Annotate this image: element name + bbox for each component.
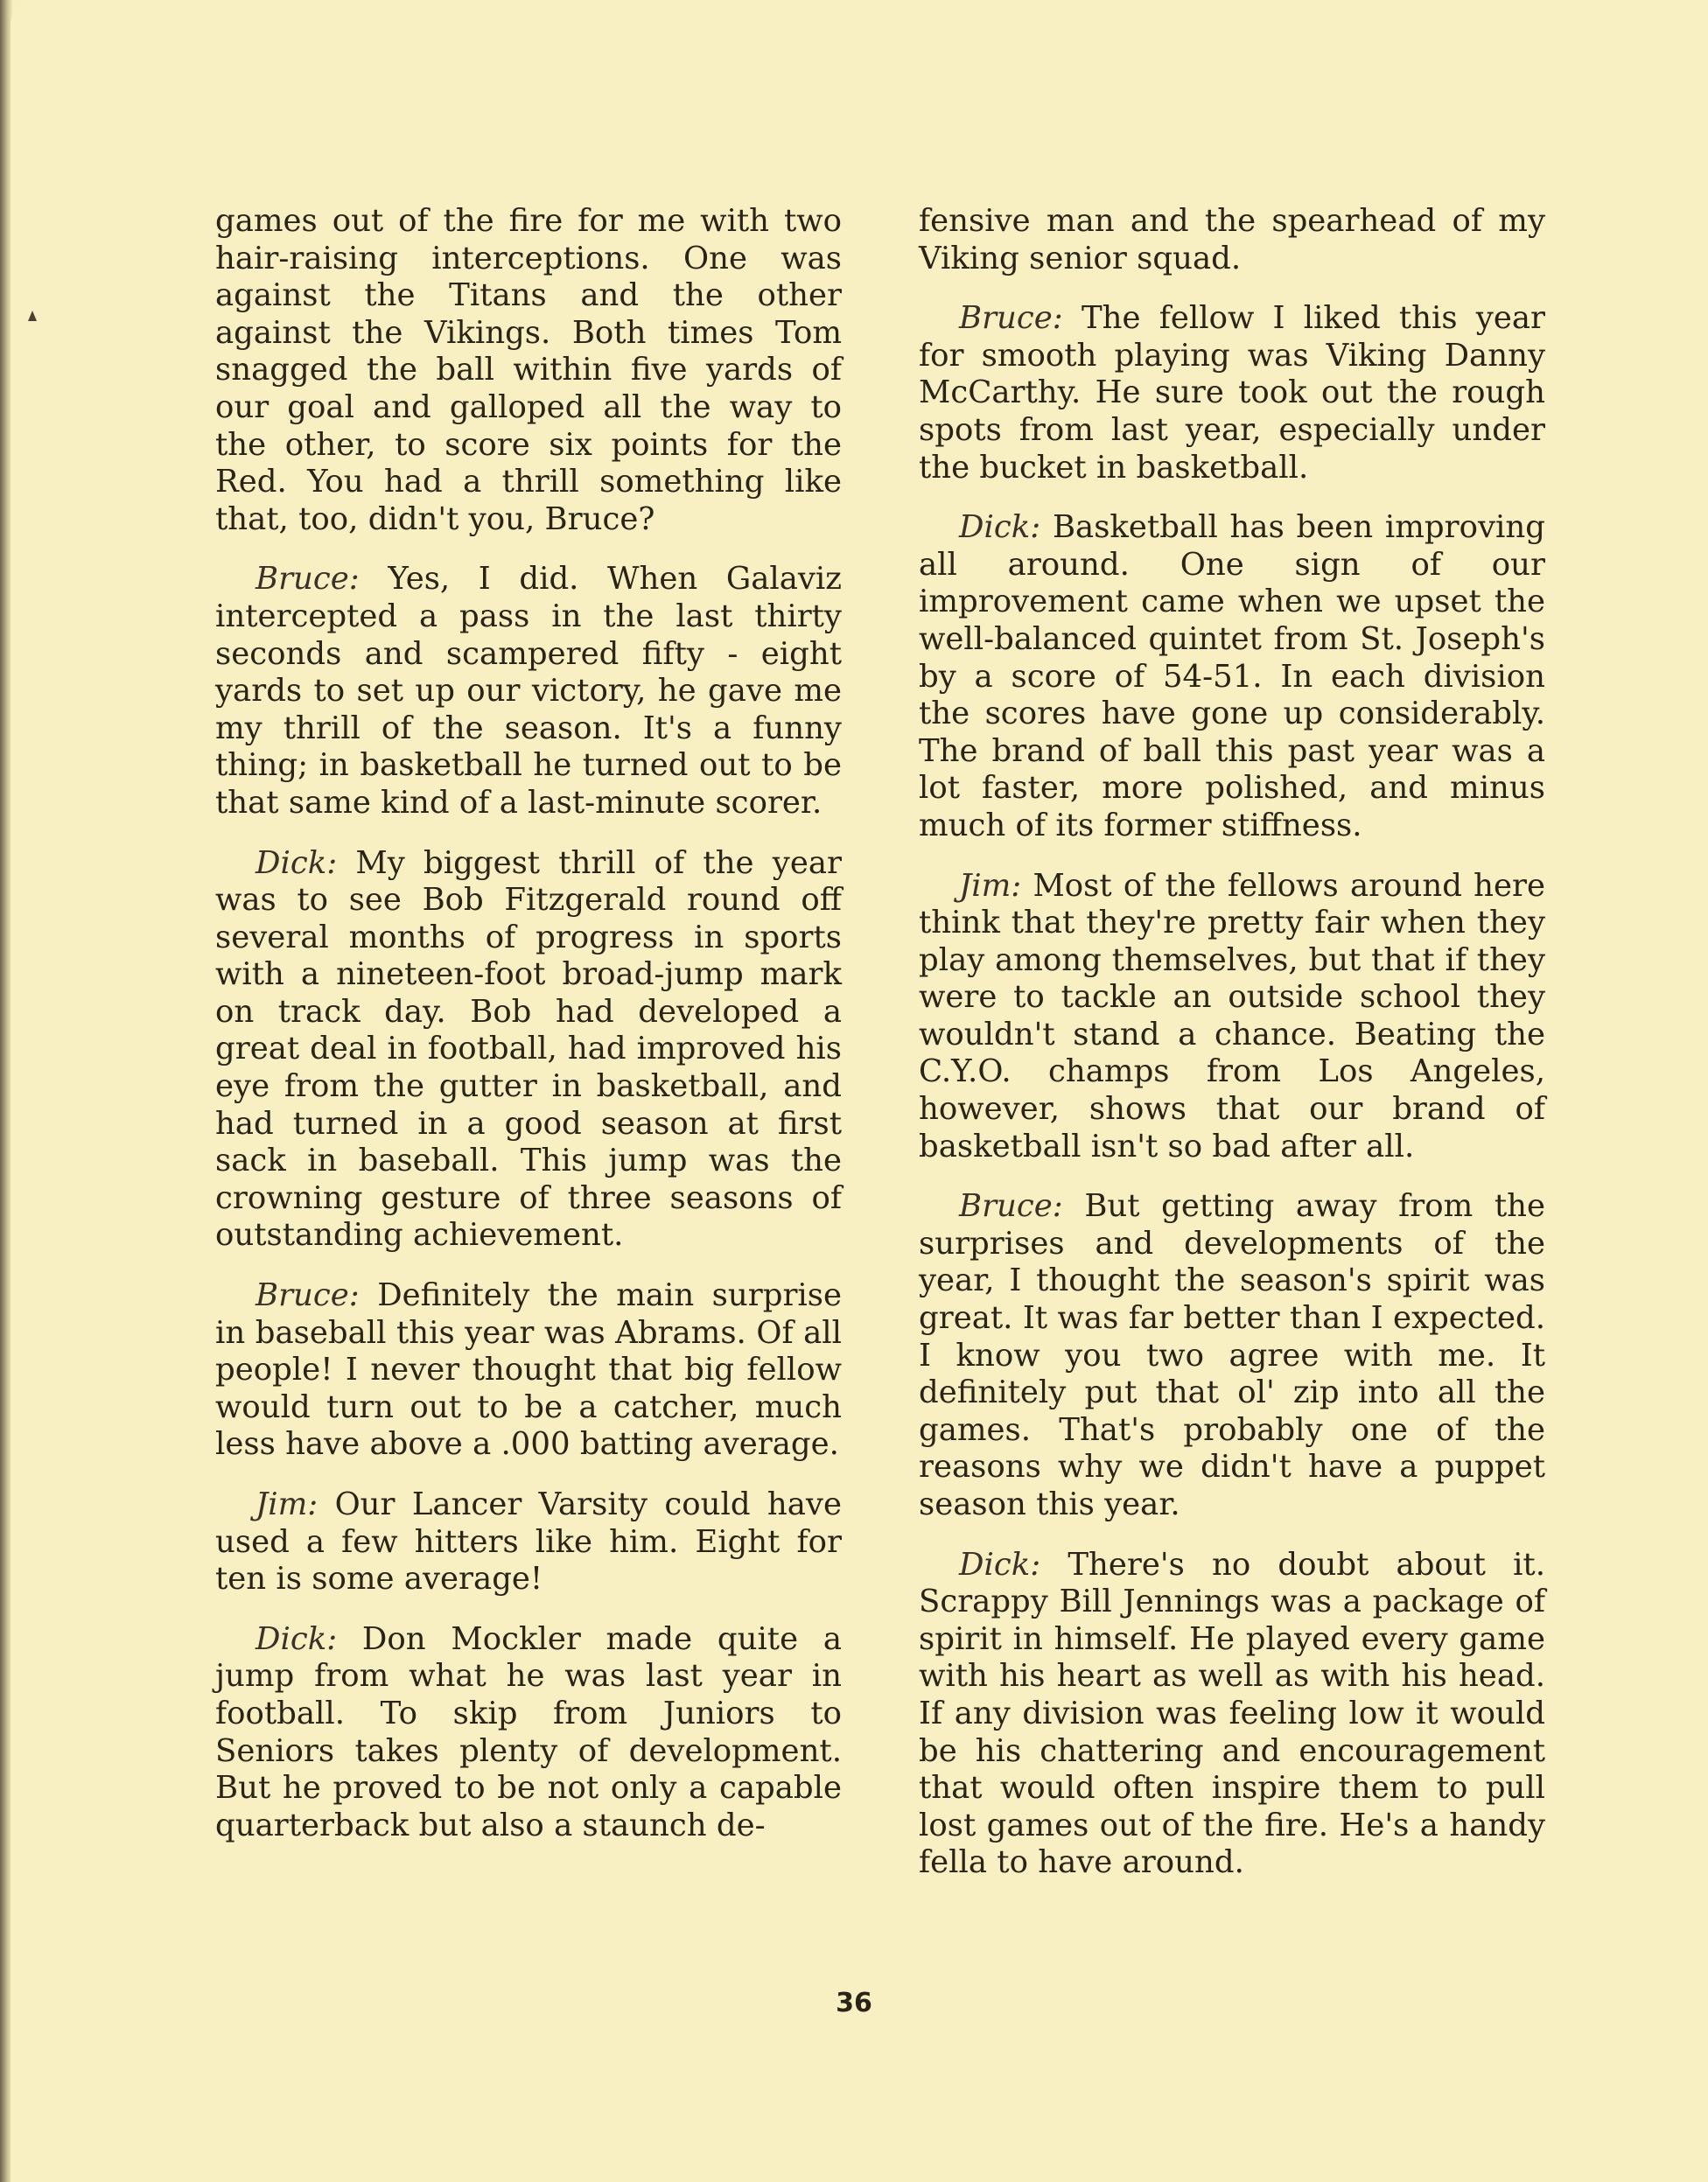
paragraph-text: games out of the fire for me with two hair-raising interceptions. One was against the Titans and the other against the Vikings. Both times Tom snagged the ball within five yards of our goal and galloped all the way to the other, to score six points for the Red. You had a thrill something like that, too, didn't you, Bruce? bbox=[215, 203, 842, 537]
paragraph bbox=[215, 1621, 842, 1845]
paragraph bbox=[215, 203, 842, 538]
paragraph bbox=[215, 845, 842, 1255]
paragraph-text: The fellow I liked this year for smooth playing was Viking Danny McCarthy. He sure took out the rough spots from last year, especially under the bucket in basketball. bbox=[919, 300, 1545, 486]
paragraph bbox=[919, 868, 1545, 1166]
paragraph-text: Our Lancer Varsity could have used a few hitters like him. Eight for ten is some average! bbox=[215, 1486, 842, 1598]
paragraph-text: Don Mockler made quite a jump from what he was last year in football. To skip from Juniors to Seniors takes plenty of development. But he proved to be not only a capable quarterback but also a staunch de- bbox=[215, 1620, 842, 1843]
paragraph-text: Basketball has been improving all around. One sign of our improvement came when we upset the well-balanced quintet from St. Joseph's by a score of 54-51. In each division the scores have gone up considerably. The brand of ball this past year was a lot faster, more polished, and minus much of its former stiffness. bbox=[919, 509, 1545, 843]
right-column bbox=[919, 203, 1545, 1905]
speaker-name: Bruce: bbox=[256, 1277, 360, 1314]
paragraph bbox=[919, 1547, 1545, 1882]
paragraph-text: Most of the fellows around here think that they're pretty fair when they play among themselves, but that if they were to tackle an outside school they wouldn't stand a chance. Beating the C.Y.O. champs from Los Angeles, however, shows that our brand of basketball isn't so bad after all. bbox=[919, 867, 1545, 1164]
paragraph bbox=[919, 300, 1545, 486]
paragraph-text: Definitely the main surprise in baseball this year was Abrams. Of all people! I never thought that big fellow would turn out to be a catcher, much less have above a .000 batting average. bbox=[215, 1277, 842, 1463]
speaker-name: Dick: bbox=[959, 509, 1041, 546]
paragraph bbox=[919, 203, 1545, 277]
left-column bbox=[215, 203, 842, 1867]
paragraph-text: There's no doubt about it. Scrappy Bill Jennings was a package of spirit in himself. He played every game with his heart as well as with his head. If any division was feeling low it would be his chattering and encouragement that would often inspire them to pull lost games out of the fire. He's a handy fella to have around. bbox=[919, 1546, 1545, 1881]
speaker-name: Dick: bbox=[959, 1546, 1041, 1583]
paragraph bbox=[215, 1486, 842, 1598]
paragraph bbox=[215, 561, 842, 822]
paragraph-text: fensive man and the spearhead of my Viking senior squad. bbox=[919, 203, 1545, 276]
paragraph-text: Yes, I did. When Galaviz intercepted a pass in the last thirty seconds and scampered fifty - eight yards to set up our victory, he gave me my thrill of the season. It's a funny thing; in basketball he turned out to be that same kind of a last-minute scorer. bbox=[215, 561, 842, 821]
paragraph-text: My biggest thrill of the year was to see Bob Fitzgerald round off several months of progress in sports with a nineteen-foot broad-jump mark on track day. Bob had developed a great deal in football, had improved his eye from the gutter in basketball, and had turned in a good season at first sack in baseball. This jump was the crowning gesture of three seasons of outstanding achievement. bbox=[215, 844, 842, 1254]
paragraph bbox=[919, 509, 1545, 844]
margin-mark bbox=[28, 311, 37, 321]
speaker-name: Bruce: bbox=[959, 1188, 1063, 1225]
speaker-name: Dick: bbox=[256, 1620, 338, 1657]
speaker-name: Jim: bbox=[256, 1486, 318, 1522]
paragraph-text: But getting away from the surprises and developments of the year, I thought the season's spirit was great. It was far better than I expected. I know you two agree with me. It definitely put that ol' zip into all the games. That's probably one of the reasons why we didn't have a puppet season this year. bbox=[919, 1188, 1545, 1522]
speaker-name: Bruce: bbox=[959, 300, 1063, 337]
paragraph bbox=[215, 1277, 842, 1464]
page-number: 36 bbox=[836, 1988, 872, 2018]
speaker-name: Jim: bbox=[959, 867, 1022, 904]
speaker-name: Dick: bbox=[256, 844, 338, 881]
paragraph bbox=[919, 1188, 1545, 1523]
speaker-name: Bruce: bbox=[256, 561, 360, 598]
